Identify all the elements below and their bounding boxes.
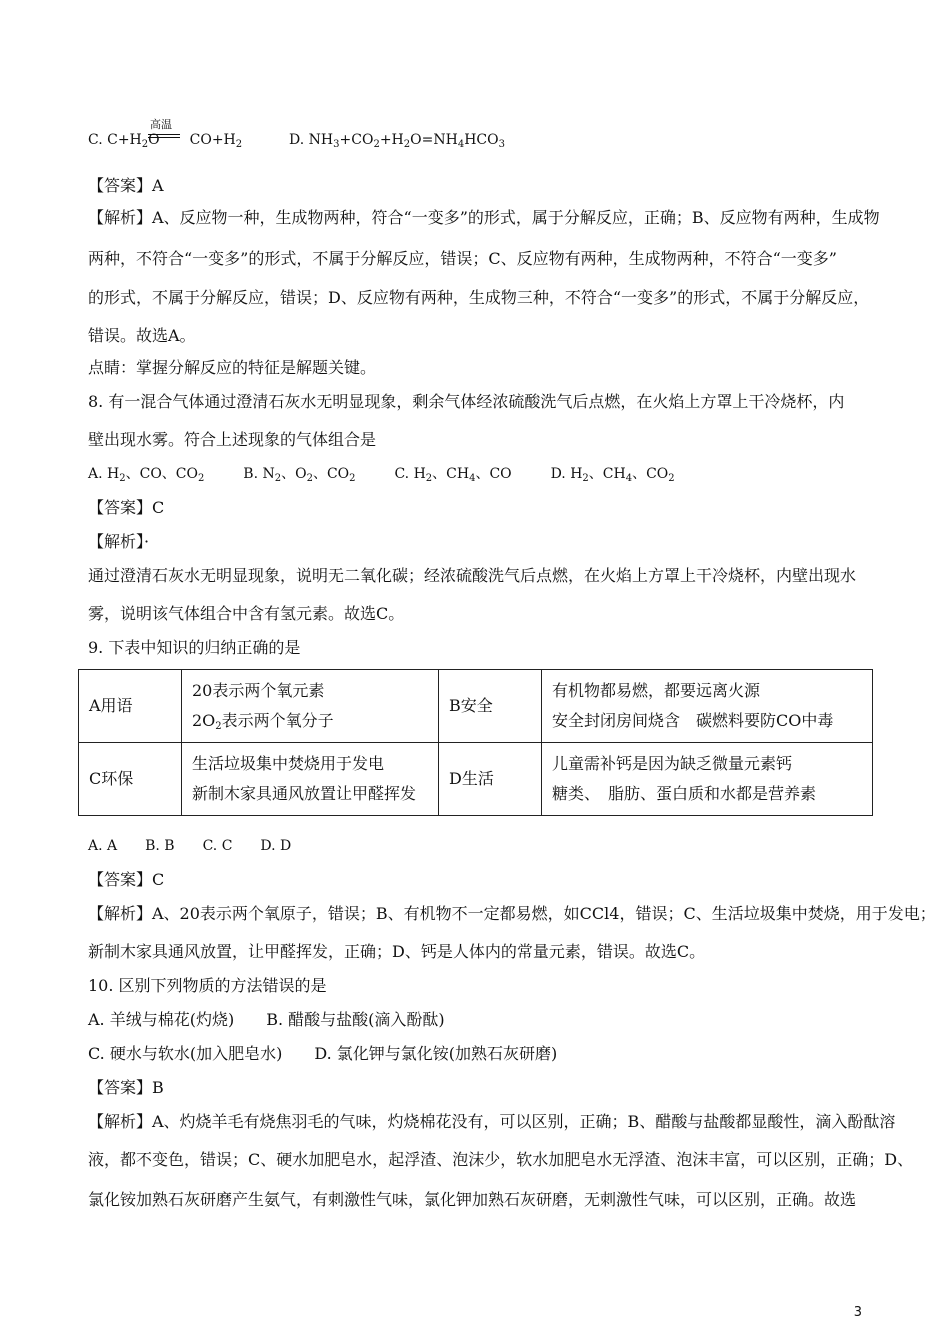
q10-analysis-line: 【解析】A、灼烧羊毛有烧焦羽毛的气味，灼烧棉花没有，可以区别，正确；B、醋酸与盐酸都显酸性，滴入酚酞溶 (88, 1112, 896, 1131)
page-number: 3 (853, 1305, 862, 1320)
q9-stem: 9. 下表中知识的归纳正确的是 (88, 638, 301, 657)
q10-analysis-line: 氯化铵加熟石灰研磨产生氨气，有刺激性气味，氯化钾加熟石灰研磨，无刺激性气味，可以区别，正确。故选 (88, 1190, 857, 1209)
q8-stem-line: 壁出现水雾。符合上述现象的气体组合是 (88, 430, 377, 449)
table-cell-d-head: D生活 (439, 743, 542, 816)
table-cell-b-content: 有机物都易燃，都要远离火源 安全封闭房间烧含 碳燃料要防CO中毒 (542, 670, 873, 743)
q8-option-d: D. $H_2$、$CH_4$、$CO_2$ (550, 466, 675, 484)
q10-analysis-line: 液，都不变色，错误；C、硬水加肥皂水，起浮渣、泡沫少，软水加肥皂水无浮渣、泡沫丰富，可以区别，正确；D、 (88, 1150, 914, 1169)
reaction-condition: 高温 (150, 118, 172, 131)
q8-analysis-line: 雾，说明该气体组合中含有氢元素。故选C。 (88, 604, 405, 623)
q8-stem-line: 8. 有一混合气体通过澄清石灰水无明显现象，剩余气体经浓硫酸洗气后点燃，在火焰上方罩上干冷烧杯，内 (88, 392, 845, 411)
q9-options: A. A B. B C. C D. D (88, 838, 292, 854)
table-cell-c-content: 生活垃圾集中焚烧用于发电 新制木家具通风放置让甲醛挥发 (182, 743, 439, 816)
q8-option-b: B. $N_2$、$O_2$、$CO_2$ (243, 466, 356, 484)
q8-option-c: C. $H_2$、$CH_4$、CO (394, 466, 512, 484)
table-row (79, 743, 873, 816)
q7-options-cd (88, 130, 505, 150)
q10-answer: 【答案】B (88, 1078, 164, 1097)
table-cell-a-content: 20表示两个氧元素 $2O_2$表示两个氧分子 (182, 670, 439, 743)
q10-options-line: A. 羊绒与棉花(灼烧) B. 醋酸与盐酸(滴入酚酞) (88, 1010, 445, 1029)
q7-option-c: C. $C+H_2O$ $CO+H_2$ (88, 132, 243, 150)
table-cell-a-head: A用语 (79, 670, 182, 743)
q7-analysis-line: 错误。故选A。 (88, 326, 196, 345)
q10-stem: 10. 区别下列物质的方法错误的是 (88, 976, 327, 995)
table-cell-b-head: B安全 (439, 670, 542, 743)
q10-options-line: C. 硬水与软水(加入肥皂水) D. 氯化钾与氯化铵(加熟石灰研磨) (88, 1044, 558, 1063)
q8-analysis-head: 【解析】· (88, 532, 150, 551)
q7-comment: 点睛：掌握分解反应的特征是解题关键。 (88, 358, 377, 377)
q8-analysis-line: 通过澄清石灰水无明显现象，说明无二氧化碳；经浓硫酸洗气后点燃，在火焰上方罩上干冷烧杯，内壁出现水 (88, 566, 857, 585)
q7-answer: 【答案】A (88, 176, 164, 195)
q7-analysis-line: 两种，不符合“一变多”的形式，不属于分解反应，错误；C、反应物有两种，生成物两种，不符合“一变多” (88, 249, 837, 268)
q9-answer: 【答案】C (88, 870, 165, 889)
q8-answer: 【答案】C (88, 498, 165, 517)
q9-analysis-line: 【解析】A、20表示两个氧原子，错误；B、有机物不一定都易燃，如CCl4，错误；C、生活垃圾集中焚烧，用于发电； (88, 904, 936, 923)
table-cell-c-head: C环保 (79, 743, 182, 816)
table-row (79, 670, 873, 743)
q9-analysis-line: 新制木家具通风放置，让甲醛挥发，正确；D、钙是人体内的常量元素，错误。故选C。 (88, 942, 706, 961)
q8-options (88, 464, 675, 484)
q7-analysis-line: 的形式，不属于分解反应，错误；D、反应物有两种，生成物三种，不符合“一变多”的形式，不属于分解反应， (88, 288, 870, 307)
q8-option-a: A. $H_2$、CO、$CO_2$ (88, 466, 205, 484)
table-cell-d-content: 儿童需补钙是因为缺乏微量元素钙 糖类、 脂肪、蛋白质和水都是营养素 (542, 743, 873, 816)
q7-analysis-line: 【解析】A、反应物一种，生成物两种，符合“一变多”的形式，属于分解反应，正确；B、反应物有两种，生成物 (88, 208, 880, 227)
q7-option-d: D. $NH_3+CO_2+H_2O=NH_4HCO_3$ (289, 132, 505, 150)
knowledge-table (78, 669, 873, 816)
